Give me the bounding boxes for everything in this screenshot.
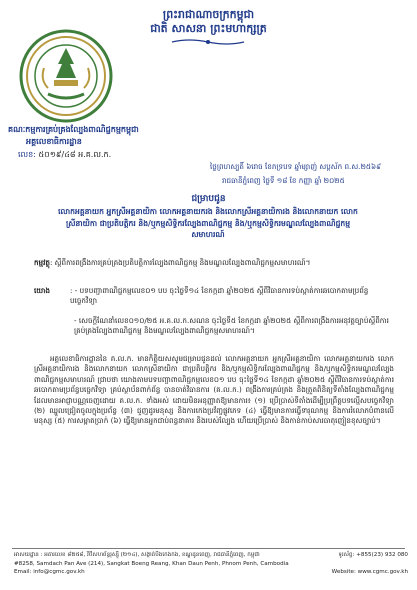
address-label: អាសយដ្ឋាន <box>14 552 39 558</box>
reference-number-value: ៥០១៩/៤៨ អ.គ.ល.ក. <box>38 150 112 159</box>
lunar-date: ថ្ងៃព្រហស្បតិ៍ ៦រោច ខែភទ្របទ ឆ្នាំម្សាញ់ សប្តស័ក ព.ស.២៥៦៩ <box>210 162 382 171</box>
footer-divider <box>12 548 405 549</box>
footer-address: អាសយដ្ឋាន : អគារលេខ ៨២៥៨, វិថីសហព័ន្ធរុស្ស៊ី (២១៤), សង្កាត់បឹងកេងកង, ខណ្ឌដូនពេញ, រាជធានីភ្នំពេញ, កម្ពុជា #8258, Samdach Pan Ave (214), Sangkat Boeng Reang, Khan Daun Penh, Phnom Penh, Cambodia Email: info@cgmc.gov.kh <box>14 552 289 575</box>
reference-number <box>18 149 111 161</box>
nation-religion-king-line: ជាតិ សាសនា ព្រះមហាក្សត្រ <box>150 22 267 35</box>
phone-value: +855(23) 932 080 <box>356 552 408 558</box>
notice-title: ជម្រាបជូន <box>191 194 226 204</box>
email-value[interactable]: info@cgmc.gov.kh <box>33 569 85 575</box>
body-paragraph: អគ្គលេខាធិការដ្ឋាននៃ គ.ល.ក. មានកិត្តិយសសូមជម្រាបជូនដល់ លោកអគ្គនាយក អ្នកស្រីអគ្គនាយិកា លោកអគ្គនាយករង លោកស្រីអគ្គនាយិការង និងលោកនាយក លោកស្រីនាយិកា ជាប្រតិបត្តិករ និង/ឬកម្មសិទ្ធិករល្បែងពាណិជ្ជកម្ម និង/ឬកម្មសិទ្ធិករមណ្ឌលល្បែងពាណិជ្ជកម្មសមាហរណ៍ ជ្រាបថា យោងតាមបទបញ្ជាពាណិជ្ជកម្មលេខ០១ បប ចុះថ្ងៃទី១៤ ខែកក្កដា ឆ្នាំ២០២៥ ស្តីពីវិធានការទប់ស្កាត់ការឆបោកតាមប្រព័ន្ធបច្ចេកវិទ្យា គ្រប់ស្ថាប័នពាក់ព័ន្ធ បានចាត់វិធានការ (គ.ល.ក.) ពង្រឹងការគ្រប់គ្រង និងត្រួតពិនិត្យទីតាំងល្បែងពាណិជ្ជកម្មដែលមានអាជ្ញាបណ្ណចេញដោយ គ.ល.ក. ទាំងអស់ ដោយមិនអនុញ្ញាតឱ្យមានការ៖ (១) ប្រើប្រាស់ទីតាំងដើម្បីប្រព្រឹត្តបទល្មើសបច្ចេកវិទ្យា (២) ឈ្នួលជ្រៀតចូលក្នុងប្រព័ន្ធ (៣) ជួញដូរមនុស្ស និងការកេងប្រវ័ញ្ចផ្លូវភេទ (៤) ធ្វើឱ្យមានការធ្វើទារុណកម្ម និងការរំលោភបំពានលើមនុស្ស (៥) ការសម្អាតប្រាក់ (៦) ធ្វើឱ្យមានអ្នកជាប់ពន្ធនាគារ និងរបស់ល្បែង ហើយប្រើប្រាស់ និងកាន់កាប់សារធាតុញៀនខុសច្បាប់។ <box>34 354 394 426</box>
reference-item-2: - សេចក្តីណែនាំលេខ០១០/២៥ អ.គ.ល.ក.សណន ចុះថ្ងៃទី៥ ខែកក្កដា ឆ្នាំ២០២៥ ស្តីពីការពង្រឹងការអនុវត្តច្បាប់ស្តីពីការគ្រប់គ្រងល្បែងពាណិជ្ជកម្ម និងមណ្ឌលល្បែងពាណិជ្ជកម្មសមាហរណ៍។ <box>74 316 389 336</box>
reference-number-label: លេខ: <box>18 150 36 159</box>
ornament-divider-icon <box>170 38 246 46</box>
email-label: Email <box>14 569 30 575</box>
phone-label: ទូរស័ព្ទ <box>338 552 353 558</box>
subject-block <box>34 258 394 268</box>
reference-item-1: : - បទបញ្ជាពាណិជ្ជកម្មលេខ០១ បប ចុះថ្ងៃទី១៤ ខែកក្កដា ឆ្នាំ២០២៥ ស្តីពីវិធានការទប់ស្កាត់ការឆបោកតាមប្រព័ន្ធបច្ចេកវិទ្យា <box>70 286 369 306</box>
organization-name: គណៈកម្មការគ្រប់គ្រងល្បែងពាណិជ្ជកម្មកម្ពុជា <box>8 125 139 134</box>
reference-label: យោង <box>34 286 50 295</box>
footer-contact: ទូរស័ព្ទ: +855(23) 932 080 Website: www.cgmc.gov.kh <box>331 552 408 575</box>
kingdom-line: ព្រះរាជាណាចក្រកម្ពុជា <box>162 8 255 21</box>
website-label: Website <box>331 569 354 575</box>
subject-text: : ស្តីពីការពង្រឹងការគ្រប់គ្រងប្រតិបត្តិការល្បែងពាណិជ្ជកម្ម និងមណ្ឌលល្បែងពាណិជ្ជកម្មសមាហរណ៍។ <box>49 258 311 267</box>
address-value: : អគារលេខ ៨២៥៨, វិថីសហព័ន្ធរុស្ស៊ី (២១៤), សង្កាត់បឹងកេងកង, ខណ្ឌដូនពេញ, រាជធានីភ្នំពេញ, កម្ពុជា <box>40 552 260 558</box>
subject-label: កម្មវត្ថុ <box>34 258 50 267</box>
cgmc-logo-icon <box>18 28 114 124</box>
notice-recipients: លោកអគ្គនាយក អ្នកស្រីអគ្គនាយិកា លោកអគ្គនាយករង និងលោកស្រីអគ្គនាយិការង និងលោកនាយក លោកស្រីនាយិកា ជាប្រតិបត្តិករ និង/ឬកម្មសិទ្ធិករល្បែងពាណិជ្ជកម្ម និង/ឬកម្មសិទ្ធិករមណ្ឌលល្បែងពាណិជ្ជកម្មសមាហរណ៍ <box>58 207 358 239</box>
secretariat-name: អគ្គលេខាធិការដ្ឋាន <box>26 137 82 146</box>
solar-date: រាជធានីភ្នំពេញ ថ្ងៃទី ១៨ ខែ កញ្ញា ឆ្នាំ ២០២៥ <box>222 176 345 185</box>
address-english: #8258, Samdach Pan Ave (214), Sangkat Boeng Reang, Khan Daun Penh, Phnom Penh, Cambodia <box>14 560 289 567</box>
website-value[interactable]: www.cgmc.gov.kh <box>357 569 408 575</box>
